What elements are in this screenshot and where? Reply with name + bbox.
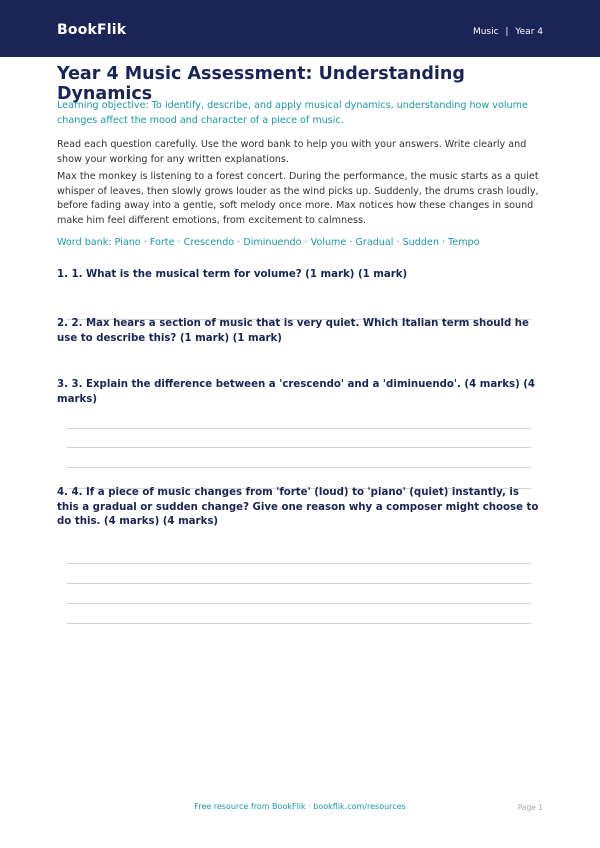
answer-line[interactable] <box>67 583 531 584</box>
header-bar <box>0 0 600 57</box>
question-3: 3. 3. Explain the difference between a 'crescendo' and a 'diminuendo'. (4 marks) (4 marks) <box>57 379 536 405</box>
header-separator: | <box>505 27 509 37</box>
question-4: 4. 4. If a piece of music changes from 'forte' (loud) to 'piano' (quiet) instantly, is this a gradual or sudden change? Give one reason why a composer might choose to do this. (4 marks) (4 marks) <box>57 487 539 527</box>
subject-label: Music <box>472 27 499 37</box>
answer-line[interactable] <box>67 447 531 448</box>
header-meta <box>473 27 543 37</box>
brand-logo[interactable]: BookFlik <box>57 22 127 38</box>
answer-line[interactable] <box>67 563 531 564</box>
answer-line[interactable] <box>67 623 531 624</box>
page-number: Page 1 <box>517 803 543 812</box>
answer-line[interactable] <box>67 428 531 429</box>
story-passage: Max the monkey is listening to a forest concert. During the performance, the music starts as a quiet whisper of leaves, then slowly grows louder as the wind picks up. Suddenly, the drums crash loudly, before fading away into a gentle, soft melody once more. Max notices how these changes in sound make him feel different emotions, from excitement to calmness. <box>57 171 539 226</box>
footer-source[interactable]: Free resource from BookFlik · bookflik.com/resources <box>194 802 406 811</box>
instructions-text: Read each question carefully. Use the word bank to help you with your answers. Write clearly and show your working for any written explanations. <box>57 139 527 165</box>
question-2: 2. 2. Max hears a section of music that is very quiet. Which Italian term should he use to describe this? (1 mark) (1 mark) <box>57 318 529 344</box>
learning-objective: Learning objective: To identify, describe, and apply musical dynamics, understanding how volume changes affect the mood and character of a piece of music. <box>57 100 528 126</box>
answer-line[interactable] <box>67 603 531 604</box>
question-1: 1. 1. What is the musical term for volume? (1 mark) (1 mark) <box>57 269 408 280</box>
page-title: Year 4 Music Assessment: Understanding Dynamics <box>57 64 465 104</box>
word-bank: Word bank: Piano · Forte · Crescendo · Diminuendo · Volume · Gradual · Sudden · Tempo <box>57 237 480 248</box>
year-label: Year 4 <box>515 27 543 37</box>
answer-line[interactable] <box>67 467 531 468</box>
